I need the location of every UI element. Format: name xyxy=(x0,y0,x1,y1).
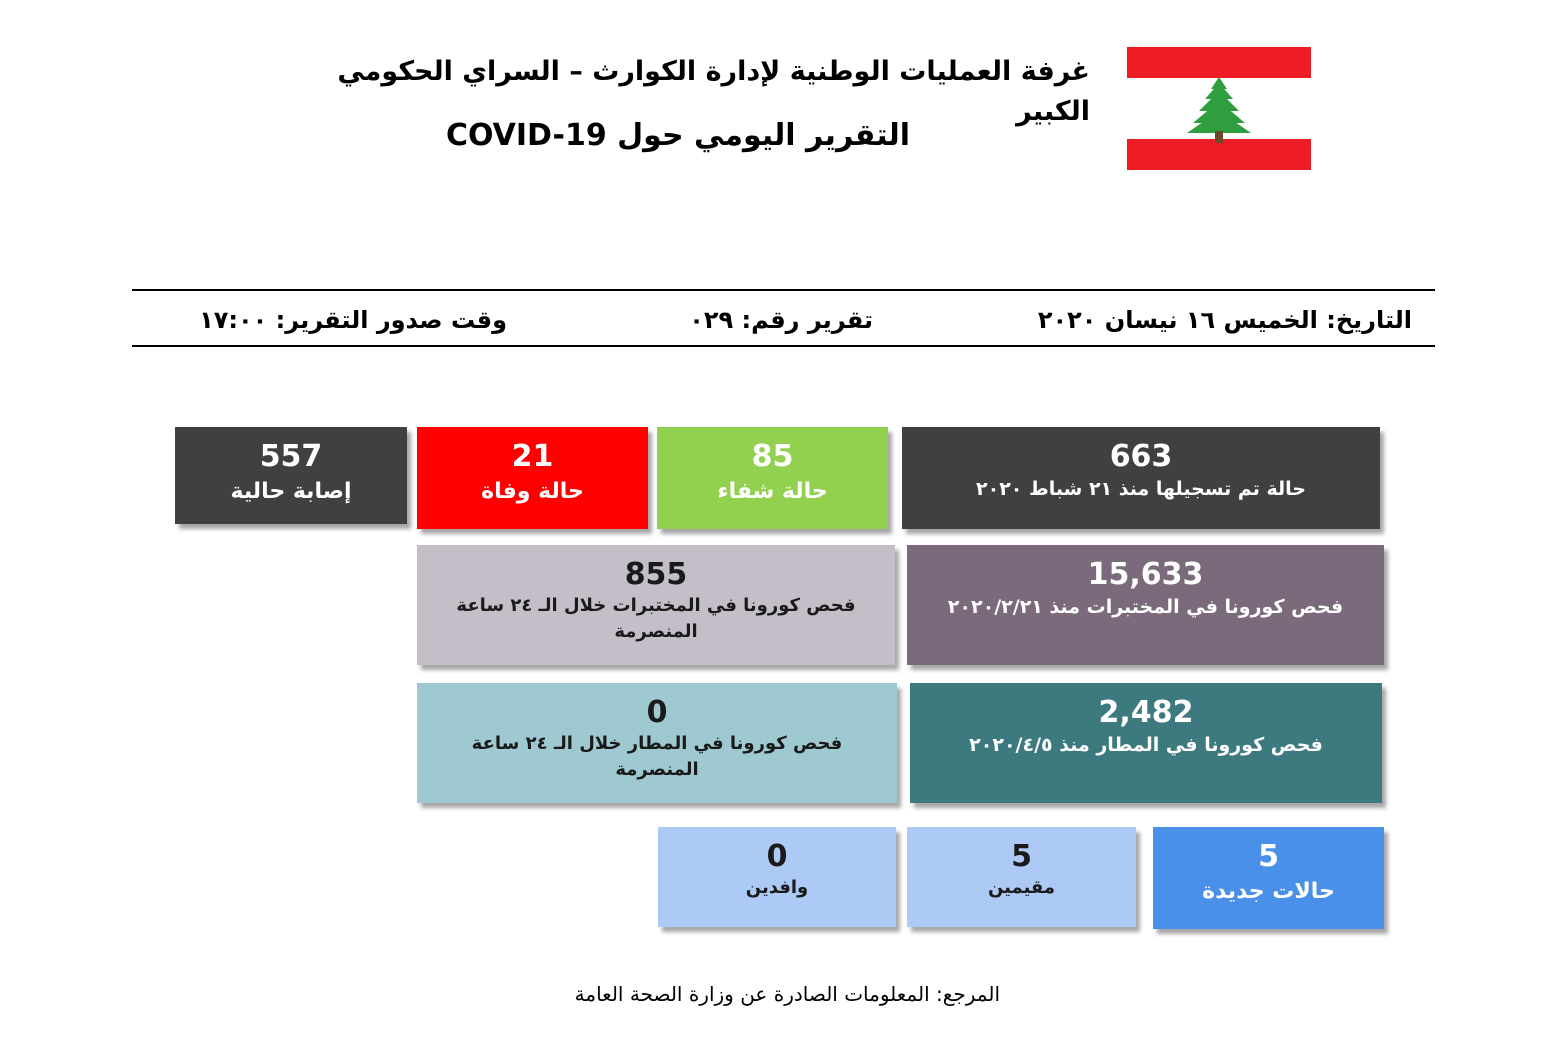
lab-tests-24h-label: فحص كورونا في المختبرات خلال الـ ٢٤ ساعة المنصرمة xyxy=(456,595,856,642)
residents-card xyxy=(907,827,1136,927)
airport-tests-total-label: فحص كورونا في المطار منذ ٢٠٢٠/٤/٥ xyxy=(969,734,1323,756)
arrivals-card xyxy=(658,827,896,927)
total-cases-value: 663 xyxy=(1109,439,1173,474)
active-cases-label: إصابة حالية xyxy=(230,479,352,504)
recovered-value: 85 xyxy=(751,439,794,474)
active-cases-card xyxy=(175,427,407,524)
new-cases-card xyxy=(1153,827,1384,929)
report-subtitle: التقرير اليومي حول COVID-19 xyxy=(445,118,910,153)
top-divider xyxy=(132,289,1435,291)
lab-tests-total-label: فحص كورونا في المختبرات منذ ٢٠٢٠/٢/٢١ xyxy=(947,596,1344,618)
deaths-card xyxy=(417,427,648,529)
arrivals-value: 0 xyxy=(766,839,788,874)
airport-tests-total-value: 2,482 xyxy=(1098,695,1194,730)
new-cases-label: حالات جديدة xyxy=(1202,879,1335,904)
total-cases-label: حالة تم تسجيلها منذ ٢١ شباط ٢٠٢٠ xyxy=(976,478,1306,500)
cedar-tree-icon xyxy=(1185,75,1253,145)
lab-tests-24h-card xyxy=(417,545,895,665)
active-cases-value: 557 xyxy=(259,439,323,474)
recovered-label: حالة شفاء xyxy=(717,479,828,504)
lab-tests-total-value: 15,633 xyxy=(1087,557,1204,592)
arrivals-label: وافدين xyxy=(745,877,809,898)
residents-label: مقيمين xyxy=(987,877,1056,898)
bottom-divider xyxy=(132,345,1435,347)
deaths-label: حالة وفاة xyxy=(481,479,584,504)
airport-tests-total-card xyxy=(910,683,1382,803)
airport-tests-24h-card xyxy=(417,683,897,803)
recovered-card xyxy=(657,427,888,529)
lab-tests-24h-value: 855 xyxy=(624,557,688,592)
report-time: وقت صدور التقرير: ١٧:٠٠ xyxy=(199,306,507,334)
lebanon-flag-icon xyxy=(1127,47,1311,170)
report-date: التاريخ: الخميس ١٦ نيسان ٢٠٢٠ xyxy=(1037,306,1412,334)
source-note: المرجع: المعلومات الصادرة عن وزارة الصحة العامة xyxy=(574,982,1000,1006)
report-number: تقرير رقم: ٠٢٩ xyxy=(689,306,873,334)
new-cases-value: 5 xyxy=(1258,839,1279,874)
residents-value: 5 xyxy=(1011,839,1032,874)
deaths-value: 21 xyxy=(511,439,554,474)
airport-tests-24h-value: 0 xyxy=(646,695,668,730)
total-cases-card xyxy=(902,427,1380,529)
airport-tests-24h-label: فحص كورونا في المطار خلال الـ ٢٤ ساعة المنصرمة xyxy=(471,733,843,780)
report-title: غرفة العمليات الوطنية لإدارة الكوارث – السراي الحكومي الكبير xyxy=(337,56,1090,127)
lab-tests-total-card xyxy=(907,545,1384,665)
